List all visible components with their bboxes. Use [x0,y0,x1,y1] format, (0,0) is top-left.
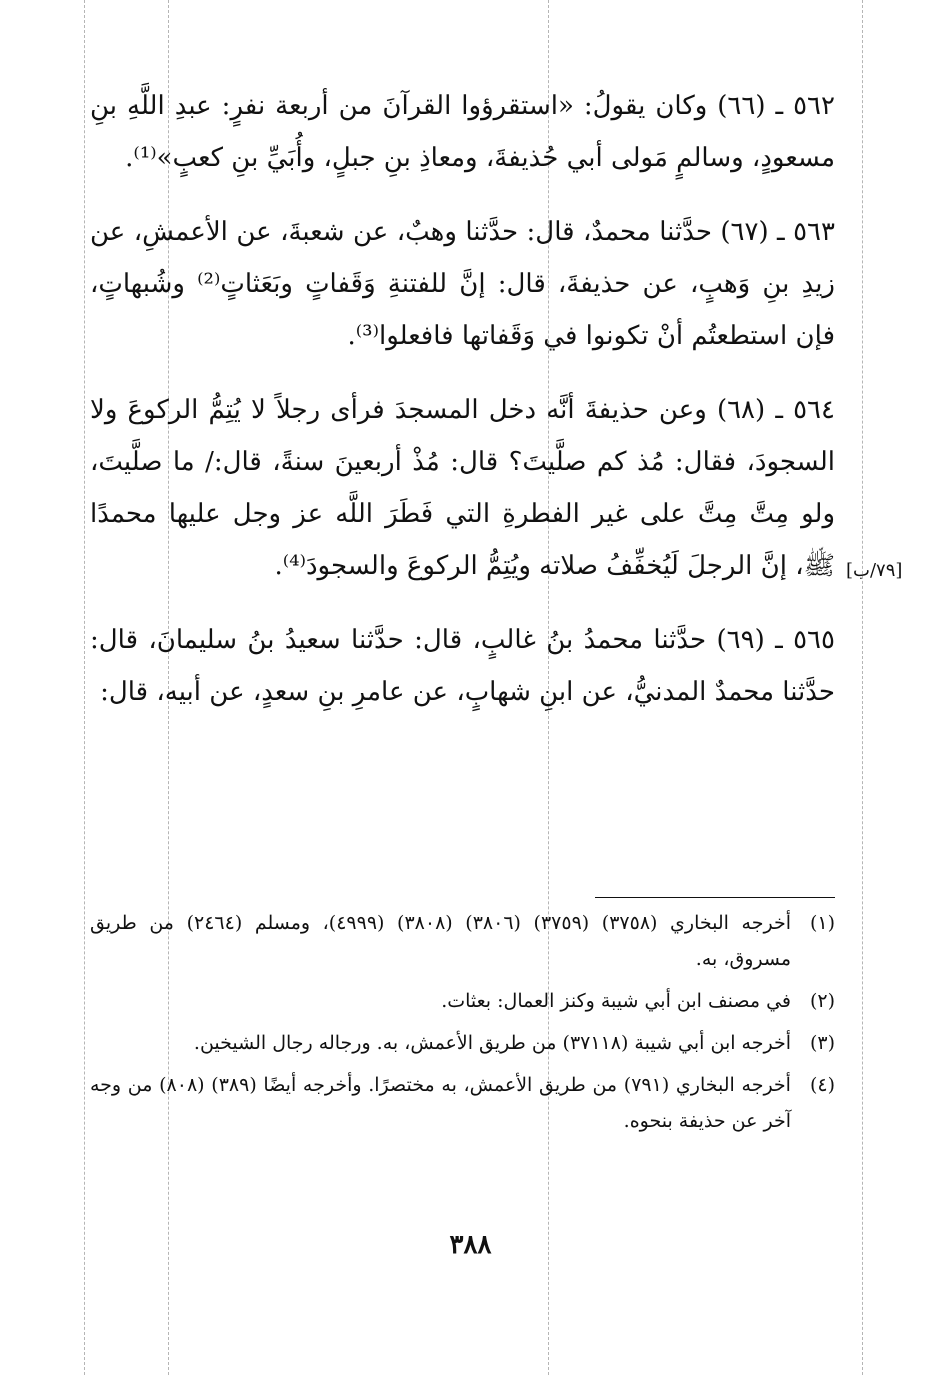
page-number: ٣٨٨ [449,1230,492,1260]
footnote-mark: (١) [809,912,835,934]
paragraph-564: ٥٦٤ ـ (٦٨) وعن حذيفةَ أنَّه دخل المسجدَ فرأى رجلاً لا يُتِمُّ الركوعَ ولا السجودَ، فقال: مُذ كم صلَّيتَ؟ قال: مُذْ أربعينَ سنةً، قال:/ ما صلَّيتَ، ولو مِتَّ مِتَّ على غير الفطرةِ التي فَطَرَ اللَّه عز وجل عليها محمدًا ﷺ، إنَّ الرجلَ لَيُخفِّفُ صلاته ويُتِمُّ الركوعَ والسجودَ⁽⁴⁾. [90,395,835,581]
footnote-4 [90,1067,835,1139]
marginal-folio-note: [٧٩/ب] [846,560,903,581]
footnote-text: أخرجه ابن أبي شيبة (٣٧١١٨) من طريق الأعمش، به. ورجاله رجال الشيخين. [193,1032,791,1054]
footnote-separator [595,897,835,898]
scan-guide-line [862,0,863,1375]
footnote-text: أخرجه البخاري (٧٩١) من طريق الأعمش، به مختصرًا. وأخرجه أيضًا (٣٨٩) (٨٠٨) من وجه آخر عن حذيفة بنحوه. [90,1074,791,1132]
main-text [90,80,835,718]
footnote-mark: (٤) [809,1074,835,1096]
footnote-text: في مصنف ابن أبي شيبة وكنز العمال: بعثات. [441,990,791,1012]
footnote-text: أخرجه البخاري (٣٧٥٨) (٣٧٥٩) (٣٨٠٦) (٣٨٠٨) (٤٩٩٩)، ومسلم (٢٤٦٤) من طريق مسروق، به. [90,912,791,970]
paragraph-565: ٥٦٥ ـ (٦٩) حدَّثنا محمدُ بنُ غالبٍ، قال: حدَّثنا سعيدُ بنُ سليمانَ، قال: حدَّثنا محمدٌ المدنيُّ، عن ابنِ شهابٍ، عن عامرِ بنِ سعدٍ، عن أبيه، قال: [90,625,835,707]
footnote-3 [90,1025,835,1061]
scan-guide-line [84,0,85,1375]
paragraph-562: ٥٦٢ ـ (٦٦) وكان يقولُ: «استقرؤوا القرآنَ من أربعة نفرٍ: عبدِ اللَّهِ بنِ مسعودٍ، وسالمٍ مَولى أبي حُذيفةَ، ومعاذِ بنِ جبلٍ، وأُبَيِّ بنِ كعبٍ»⁽¹⁾. [90,91,835,173]
footnote-1 [90,905,835,977]
footnote-mark: (٢) [809,990,835,1012]
paragraph-563: ٥٦٣ ـ (٦٧) حدَّثنا محمدٌ، قال: حدَّثنا وهبٌ، عن شعبةَ، عن الأعمشِ، عن زيدِ بنِ وَهبٍ، عن حذيفةَ، قال: إنَّ للفتنةِ وَقَفاتٍ وبَعَثاتٍ⁽²⁾ وشُبهاتٍ، فإن استطعتُم أنْ تكونوا في وَقَفاتها فافعلوا⁽³⁾. [90,217,835,351]
footnote-2 [90,983,835,1019]
footnote-mark: (٣) [809,1032,835,1054]
footnotes [90,905,835,1145]
